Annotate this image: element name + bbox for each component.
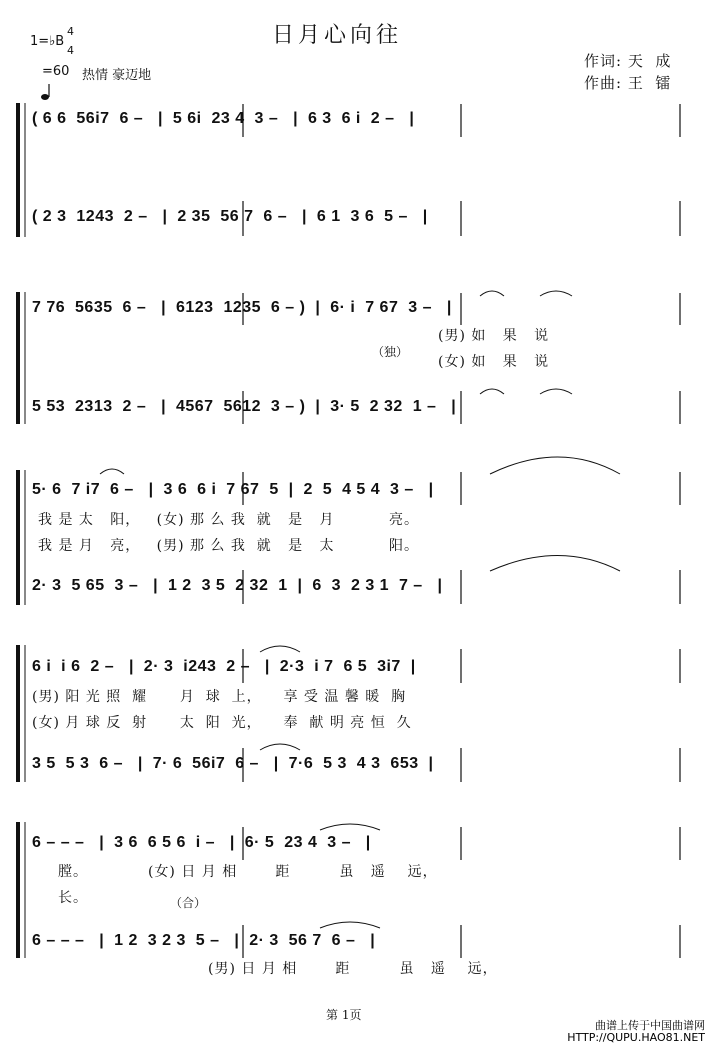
song-title: 日月心向往 [272,23,403,48]
system-4-lower-notes: 3 5 5 3 6 – | 7· 6 56i7 6 – | 7·6 5 3 4 3 653 | [32,755,434,772]
system-2-lower-notes: 5 53 2313 2 – | 4567 5612 3 – ) | 3· 5 2 32 1 – | [32,398,457,415]
system-2-lyrics-female: (女) 如 果 说 [438,354,550,370]
system-5-upper-notes: 6 – – – | 3 6 6 5 6 i – | 6· 5 23 4 3 – | [32,834,371,851]
page-number: 第 1页 [326,1008,362,1022]
system-4-lyrics-male: (男) 阳 光 照 耀 月 球 上， 享 受 温 馨 暖 胸 [32,689,407,705]
tempo-marking: =60 [42,64,70,79]
system-5-lyrics-lower: (男) 日 月 相 距 虽 遥 远， [208,961,498,977]
slur-marks [100,291,620,928]
solo-mark: （独） [372,345,409,359]
system-4-lyrics-female: (女) 月 球 反 射 太 阳 光， 奉 献 明 亮 恒 久 [32,715,412,731]
system-4-upper-notes: 6 i i 6 2 – | 2· 3 i243 2 – | 2·3 i 7 6 5 3i7 | [32,658,416,675]
lyricist-credit: 作词: 天 成 [584,52,672,70]
system-1-upper-notes: ( 6 6 56i7 6 – | 5 6i 23 4 3 – | 6 3 6 i 2 – | [32,110,415,127]
site-watermark-line2: HTTP://QUPU.HAO81.NET [567,1031,705,1044]
system-1-lower-notes: ( 2 3 1243 2 – | 2 35 56 7 6 – | 6 1 3 6 5 – | [32,208,428,225]
system-2-lyrics-male: (男) 如 果 说 [438,328,550,344]
chorus-mark: （合） [170,896,207,910]
key-signature: 1=♭B [30,34,65,49]
expression-marking: 热情 豪迈地 [82,68,152,83]
system-3-lower-notes: 2· 3 5 65 3 – | 1 2 3 5 2 32 1 | 6 3 2 3 1 7 – | [32,577,443,594]
time-signature-bottom: 4 [67,44,74,57]
composer-credit: 作曲: 王 镭 [584,74,672,92]
system-5-lyrics-1: 膛。 (女) 日 月 相 距 虽 遥 远， [58,864,438,880]
system-5-lyrics-2: 长。 [58,890,88,906]
system-3-lyrics-1: 我 是 太 阳， (女) 那 么 我 就 是 月 亮。 [38,512,419,528]
system-5-lower-notes: 6 – – – | 1 2 3 2 3 5 – | 2· 3 56 7 6 – | [32,932,376,949]
time-signature-top: 4 [67,25,74,38]
system-3-upper-notes: 5· 6 7 i7 6 – | 3 6 6 i 7 67 5 | 2 5 4 5 4 3 – | [32,481,434,498]
system-3-lyrics-2: 我 是 月 亮， (男) 那 么 我 就 是 太 阳。 [38,538,419,554]
system-2-upper-notes: 7 76 5635 6 – | 6123 1235 6 – ) | 6· i 7 67 3 – | [32,299,452,316]
site-watermark-line1: 曲谱上传于中国曲谱网 [595,1019,705,1032]
